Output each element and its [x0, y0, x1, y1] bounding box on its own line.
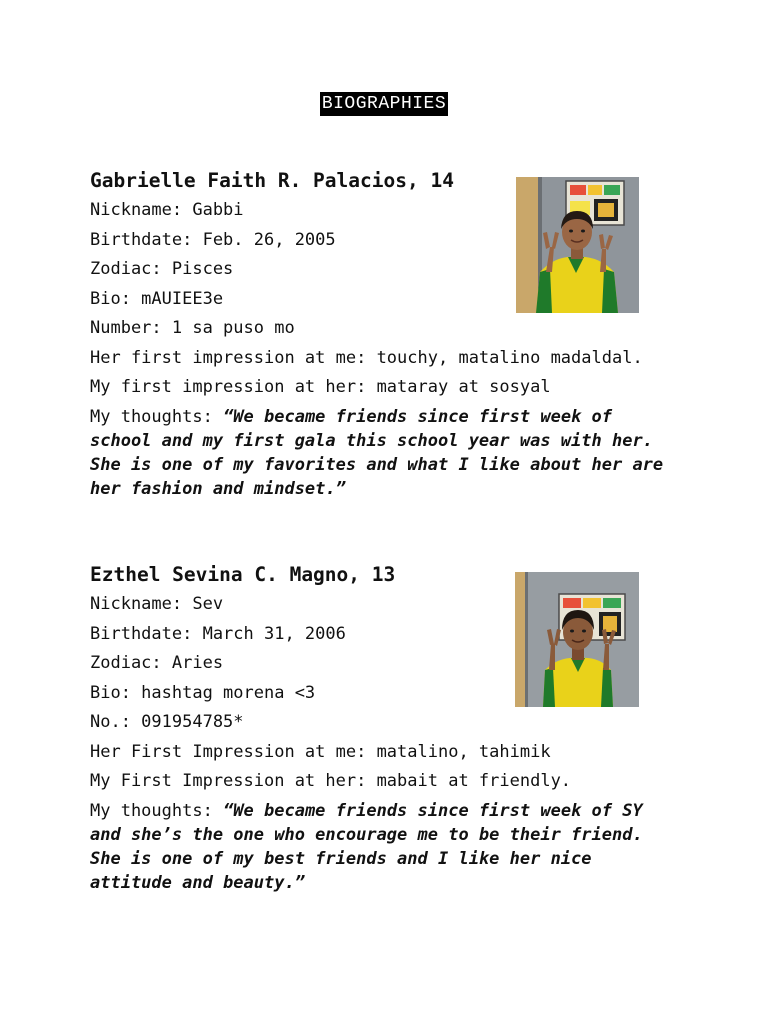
thoughts-quote: “We became friends since first week of SY and she’s the one who encourage me to be their friend. She is one of my best friends and I like her nice attitude and beauty.”: [90, 800, 653, 893]
bio-bio: Bio: hashtag morena <3: [90, 682, 316, 703]
bio-nickname: Nickname: Sev: [90, 594, 224, 614]
bio-thoughts: [90, 405, 680, 501]
thoughts-label: My thoughts:: [90, 800, 224, 821]
bio-bio: Bio: mAUIEE3e: [90, 288, 224, 309]
thoughts-label: My thoughts:: [90, 406, 224, 427]
bio-zodiac: Zodiac: Aries: [90, 653, 224, 673]
bio-my-impression: My First Impression at her: mabait at friendly.: [90, 771, 572, 791]
bio-number: No.: 091954785*: [90, 712, 244, 732]
bio-name: Ezthel Sevina C. Magno, 13: [90, 563, 396, 586]
bio-birthdate: Birthdate: March 31, 2006: [90, 623, 346, 644]
bio-my-impression: My first impression at her: mataray at sosyal: [90, 377, 551, 397]
bio-nickname: Nickname: Gabbi: [90, 200, 244, 220]
bio-her-impression: Her First Impression at me: matalino, tahimik: [90, 741, 551, 762]
photo-gabrielle: [516, 177, 639, 313]
bio-birthdate: Birthdate: Feb. 26, 2005: [90, 229, 336, 250]
bio-thoughts: [90, 799, 680, 895]
bio-her-impression: Her first impression at me: touchy, matalino madaldal.: [90, 347, 643, 368]
student-photo-icon: [515, 572, 639, 707]
bio-name: Gabrielle Faith R. Palacios, 14: [90, 169, 454, 192]
bio-number: Number: 1 sa puso mo: [90, 318, 295, 338]
thoughts-quote: “We became friends since first week of school and my first gala this school year was with her. She is one of my favorites and what I like about her are her fashion and mindset.”: [90, 406, 674, 499]
bio-zodiac: Zodiac: Pisces: [90, 259, 234, 279]
page-title: BIOGRAPHIES: [321, 94, 447, 114]
page-title-wrap: [0, 92, 768, 116]
student-photo-icon: [516, 177, 639, 313]
photo-ezthel: [515, 572, 639, 707]
